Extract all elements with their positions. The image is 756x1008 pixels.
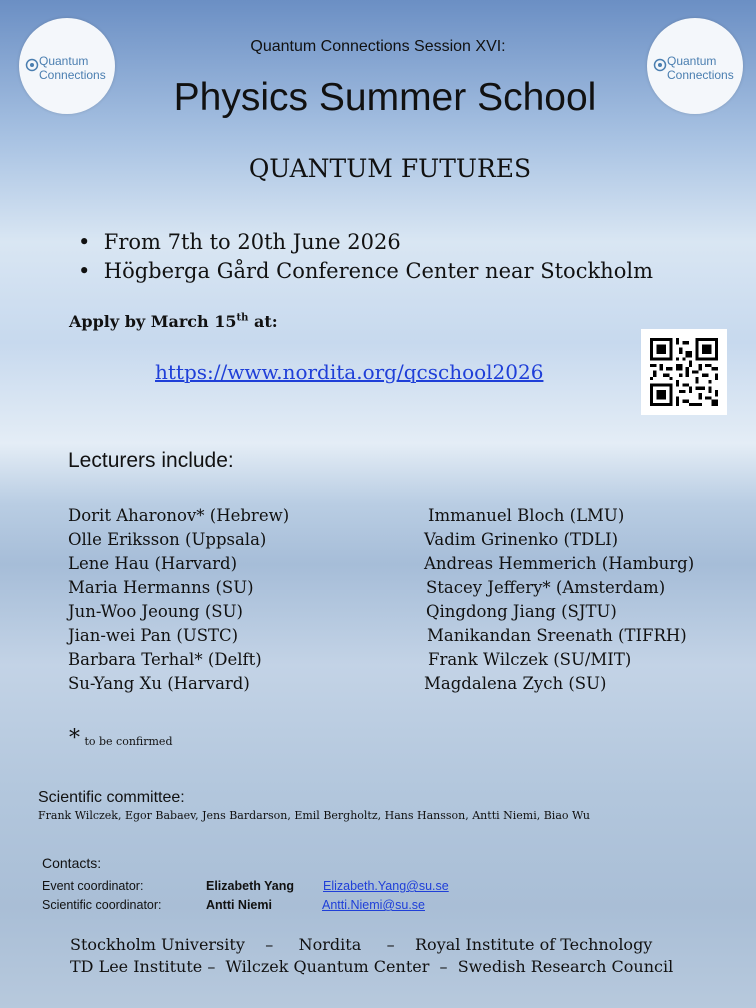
detail-dates: • From 7th to 20th June 2026	[78, 230, 401, 254]
logo-line2: Connections	[39, 68, 106, 82]
lecturer-left: Dorit Aharonov* (Hebrew)	[68, 506, 290, 525]
apply-deadline: Apply by March 15th at:	[69, 312, 278, 331]
contact-email[interactable]: Antti.Niemi@su.se	[322, 898, 425, 912]
atom-icon	[653, 58, 667, 72]
application-link[interactable]: https://www.nordita.org/qcschool2026	[155, 360, 544, 384]
contact-name: Antti Niemi	[206, 898, 272, 912]
lecturer-left: Jun-Woo Jeoung (SU)	[68, 602, 243, 621]
lecturer-left: Olle Eriksson (Uppsala)	[68, 530, 267, 549]
qr-code-icon	[650, 338, 718, 406]
lecturer-right: Qingdong Jiang (SJTU)	[426, 602, 617, 621]
page-subtitle: QUANTUM FUTURES	[248, 154, 532, 183]
lecturer-left: Lene Hau (Harvard)	[68, 554, 238, 573]
lecturer-right: Magdalena Zych (SU)	[424, 674, 607, 693]
detail-venue: • Högberga Gård Conference Center near Stockholm	[78, 259, 653, 283]
footnote-text: to be confirmed	[84, 735, 173, 748]
committee-heading: Scientific committee:	[38, 789, 185, 806]
contact-role: Scientific coordinator:	[42, 898, 162, 912]
lecturer-left: Jian-wei Pan (USTC)	[68, 626, 239, 645]
lecturer-left: Maria Hermanns (SU)	[68, 578, 254, 597]
page-title: Physics Summer School	[173, 76, 597, 119]
logo-line2: Connections	[667, 68, 734, 82]
session-label: Quantum Connections Session XVI:	[250, 38, 506, 55]
logo-line1: Quantum	[39, 54, 89, 68]
contacts-heading: Contacts:	[42, 855, 102, 871]
qr-code[interactable]	[641, 329, 727, 415]
lecturer-right: Stacey Jeffery* (Amsterdam)	[426, 578, 666, 597]
contact-role: Event coordinator:	[42, 879, 144, 893]
institutions-line1: Stockholm University – Nordita – Royal Institute of Technology	[70, 935, 653, 954]
lecturers-heading: Lecturers include:	[68, 449, 234, 472]
lecturer-right: Manikandan Sreenath (TIFRH)	[427, 626, 687, 645]
lecturer-left: Su-Yang Xu (Harvard)	[68, 674, 250, 693]
lecturer-right: Vadim Grinenko (TDLI)	[424, 530, 619, 549]
footnote-star: *	[69, 726, 80, 751]
lecturer-right: Andreas Hemmerich (Hamburg)	[424, 554, 695, 573]
contact-email[interactable]: Elizabeth.Yang@su.se	[323, 879, 449, 893]
committee-members: Frank Wilczek, Egor Babaev, Jens Bardarson, Emil Bergholtz, Hans Hansson, Antti Niemi, Biao Wu	[38, 809, 590, 822]
institutions-line2: TD Lee Institute – Wilczek Quantum Center – Swedish Research Council	[70, 957, 674, 976]
lecturer-right: Immanuel Bloch (LMU)	[428, 506, 625, 525]
logo-line1: Quantum	[667, 54, 717, 68]
lecturer-right: Frank Wilczek (SU/MIT)	[428, 650, 632, 669]
footnote	[69, 726, 173, 751]
atom-icon	[25, 58, 39, 72]
contact-name: Elizabeth Yang	[206, 879, 294, 893]
lecturer-left: Barbara Terhal* (Delft)	[68, 650, 262, 669]
